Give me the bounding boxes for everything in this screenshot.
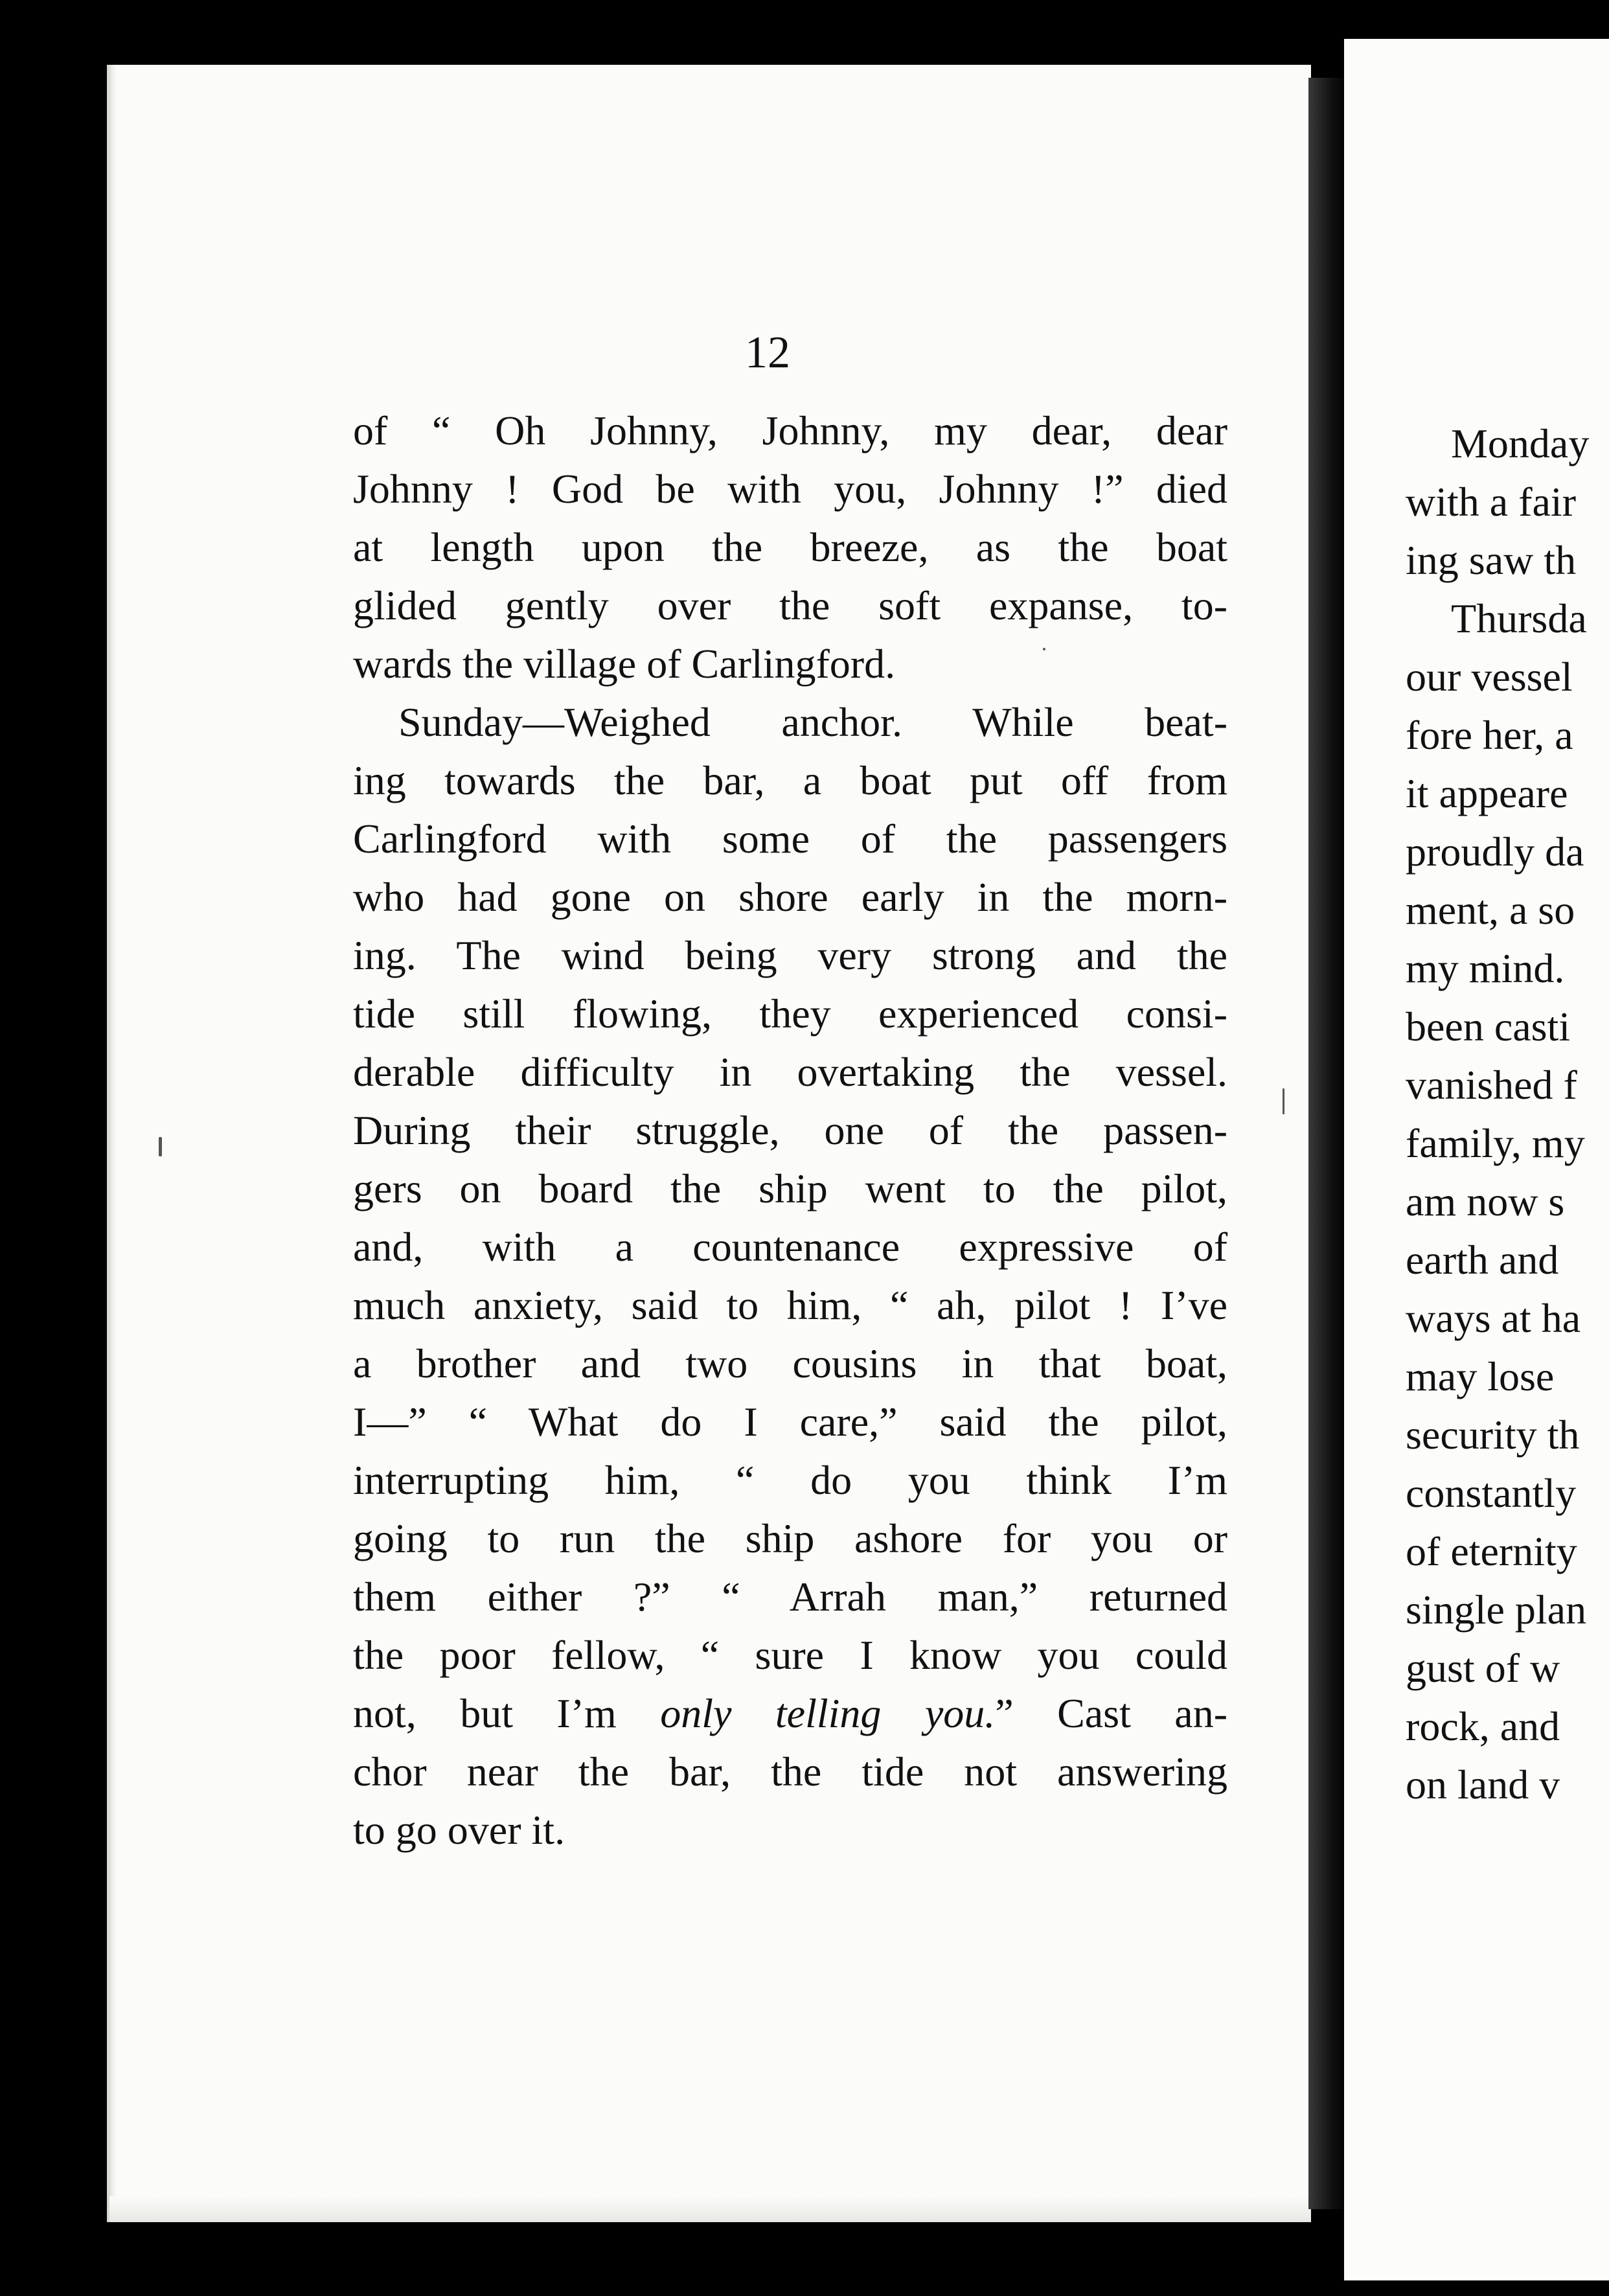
text-line: ing towards the bar, a boat put off from [353,757,1227,803]
right-line: gust of w [1406,1645,1560,1691]
right-line: ways at ha [1406,1295,1581,1341]
text-segment: ” Cast an- [995,1690,1228,1736]
text-line: Sunday—Weighed anchor. While beat- [398,699,1227,745]
text-line: at length upon the breeze, as the boat [353,524,1227,570]
text-line: Johnny ! God be with you, Johnny !” died [353,466,1227,512]
right-line: earth and [1406,1237,1559,1283]
right-line: family, my [1406,1120,1585,1166]
text-line: ing. The wind being very strong and the [353,932,1227,978]
text-line: chor near the bar, the tide not answering [353,1749,1227,1795]
paper-speck [1043,648,1045,650]
text-line: the poor fellow, “ sure I know you could [353,1632,1227,1678]
right-line: security th [1406,1412,1580,1458]
text-line: who had gone on shore early in the morn- [353,874,1227,920]
right-line: been casti [1406,1004,1571,1050]
paper-speck [159,1137,162,1156]
right-line: my mind. [1406,945,1565,991]
right-line: on land v [1406,1762,1560,1808]
right-line: of eternity [1406,1528,1577,1574]
text-line: tide still flowing, they experienced consi- [353,991,1227,1037]
right-line: fore her, a [1406,712,1573,758]
text-line: derable difficulty in overtaking the vessel. [353,1049,1227,1095]
text-line: During their struggle, one of the passen- [353,1107,1227,1153]
right-line: may lose [1406,1353,1555,1399]
text-line: gers on board the ship went to the pilot, [353,1165,1227,1211]
right-line: Thursda [1451,595,1587,641]
text-line: to go over it. [353,1807,565,1853]
right-line: rock, and [1406,1703,1560,1749]
text-line: going to run the ship ashore for you or [353,1515,1227,1561]
right-line: ment, a so [1406,887,1575,933]
text-line: them either ?” “ Arrah man,” returned [353,1574,1227,1620]
right-line: single plan [1406,1587,1587,1633]
text-line: of “ Oh Johnny, Johnny, my dear, dear [353,408,1227,453]
text-line: I—” “ What do I care,” said the pilot, [353,1399,1227,1445]
book-gutter [1308,78,1347,2209]
right-line: am now s [1406,1178,1565,1224]
page-number: 12 [745,328,790,378]
right-line: vanished f [1406,1062,1577,1108]
right-line: with a fair [1406,479,1576,525]
text-line: a brother and two cousins in that boat, [353,1340,1227,1386]
right-line: Monday [1451,420,1590,466]
right-line: our vessel [1406,654,1573,700]
text-line: and, with a countenance expressive of [353,1224,1227,1270]
text-segment: not, but I’m [353,1690,661,1736]
body-text [353,402,1227,1859]
right-page [1344,39,1609,2280]
text-line: much anxiety, said to him, “ ah, pilot ! I’ve [353,1282,1227,1328]
text-line: interrupting him, “ do you think I’m [353,1457,1227,1503]
text-line: wards the village of Carlingford. [353,641,896,687]
text-line: glided gently over the soft expanse, to- [353,582,1227,628]
text-line: Carlingford with some of the passengers [353,816,1227,862]
right-line: proudly da [1406,829,1584,875]
right-page-text [1406,415,1609,1814]
italic-phrase: only telling you. [660,1690,996,1736]
text-line [353,1684,1227,1743]
right-line: it appeare [1406,770,1568,816]
paper-speck [1283,1088,1284,1114]
right-line: ing saw th [1406,537,1577,583]
right-line: constantly [1406,1470,1577,1516]
